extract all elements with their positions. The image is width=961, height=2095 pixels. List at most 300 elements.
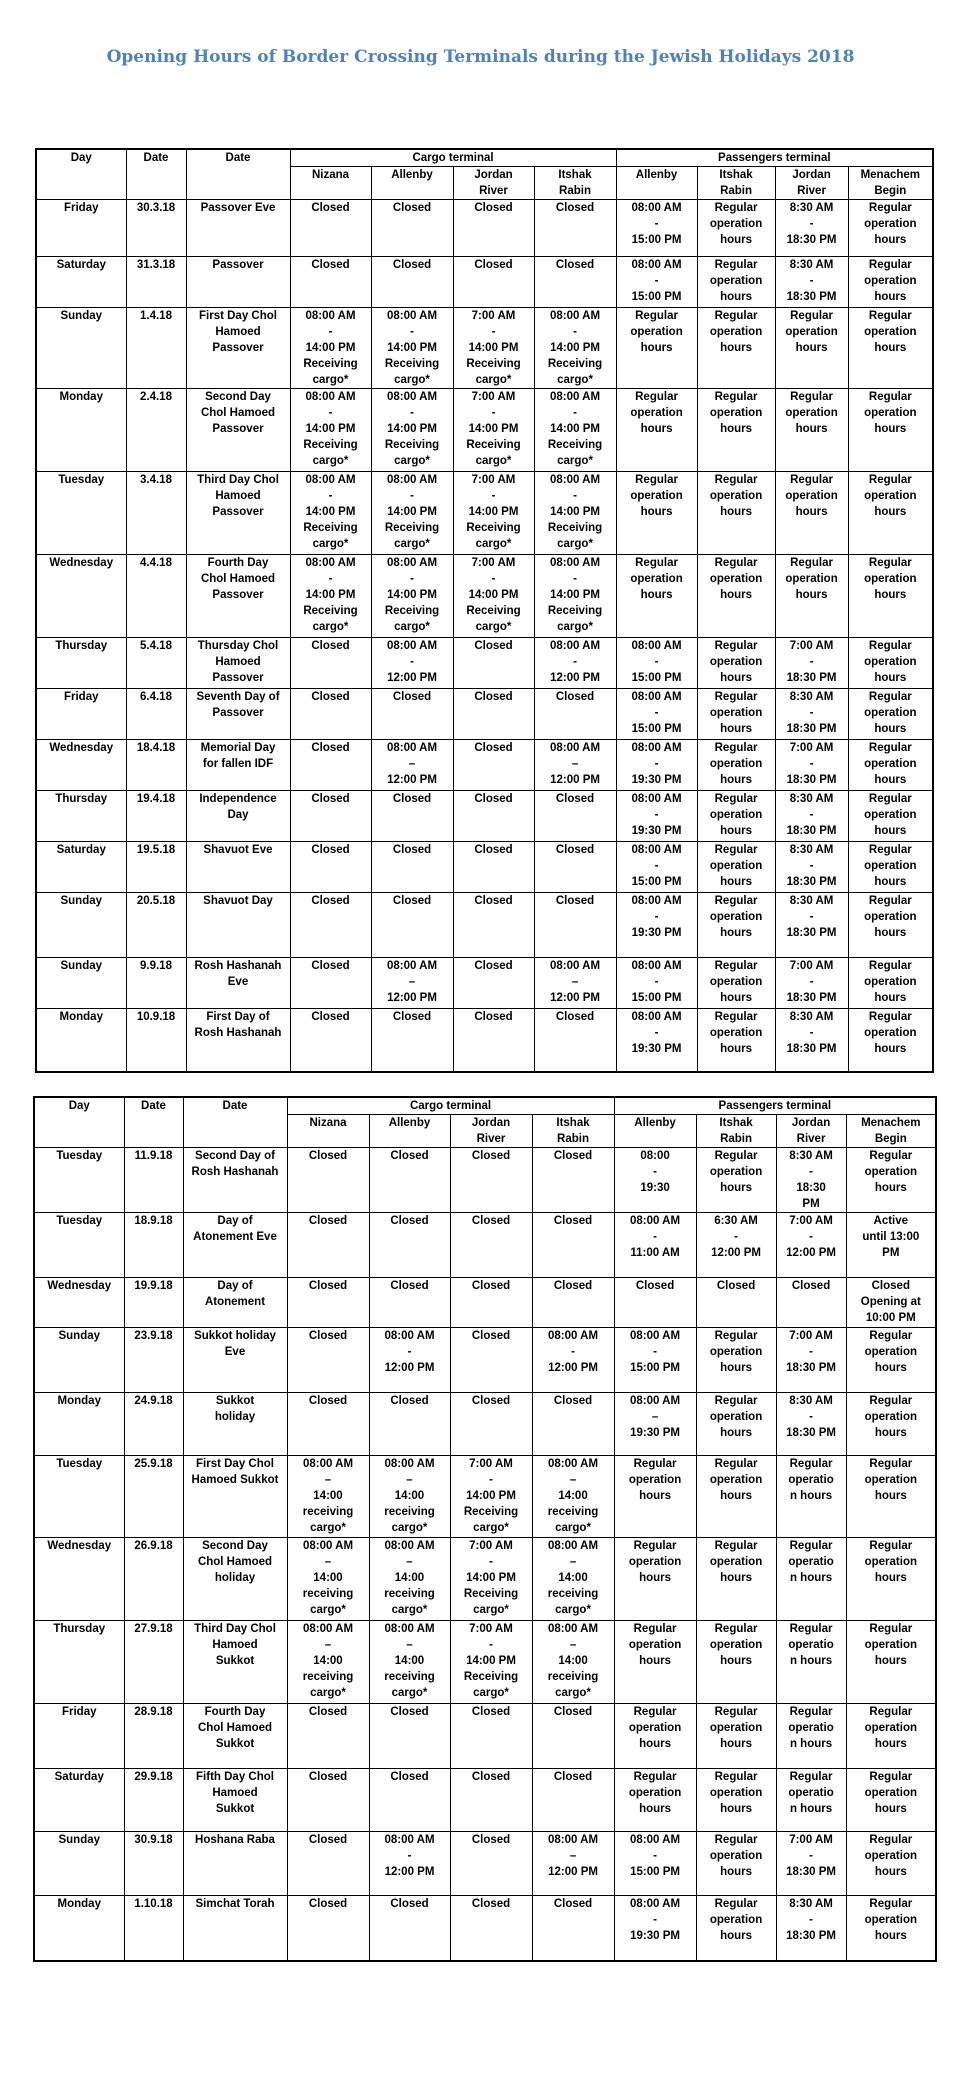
table-cell: Closed <box>287 1213 369 1278</box>
table-cell: Simchat Torah <box>183 1896 287 1962</box>
table-cell: Regular operation hours <box>697 791 775 842</box>
table-cell: Regular operation hours <box>696 1704 776 1769</box>
table-cell: 08:00 AM – 14:00 receiving cargo* <box>532 1538 614 1621</box>
table-cell: 08:00 AM - 12:00 PM <box>534 638 616 689</box>
table-cell: 08:00 AM - 14:00 PM Receiving cargo* <box>371 308 453 389</box>
header-date-name: Date <box>183 1097 287 1148</box>
table-row <box>36 689 933 740</box>
table-cell: 8:30 AM - 18:30 PM <box>775 1009 848 1073</box>
table-cell: Regular operation hours <box>775 472 848 555</box>
table-cell: Regular operatio n hours <box>776 1456 846 1538</box>
table-row <box>36 257 933 308</box>
table-cell: Wednesday <box>36 555 126 638</box>
table-cell: Regular operation hours <box>697 200 775 257</box>
table-cell: Regular operation hours <box>848 257 933 308</box>
header-cargo-col: Itshak Rabin <box>534 167 616 200</box>
table-cell: 08:00 AM - 14:00 PM Receiving cargo* <box>534 555 616 638</box>
table-cell: 1.10.18 <box>124 1896 183 1962</box>
table-cell: Second Day Chol Hamoed Passover <box>186 389 290 472</box>
table-cell: Sukkot holiday <box>183 1393 287 1456</box>
table-cell: 08:00 AM - 15:00 PM <box>614 1832 696 1896</box>
table-cell: 19.4.18 <box>126 791 186 842</box>
table-cell: 25.9.18 <box>124 1456 183 1538</box>
table-cell: 08:00 AM - 14:00 PM Receiving cargo* <box>371 472 453 555</box>
table-cell: Closed <box>450 1896 532 1962</box>
table-cell: 8:30 AM - 18:30 PM <box>775 791 848 842</box>
table-cell: Regular operation hours <box>697 638 775 689</box>
table-cell: Regular operation hours <box>848 472 933 555</box>
table-cell: Closed <box>453 791 534 842</box>
table-cell: Closed <box>450 1769 532 1832</box>
table-cell: Fourth Day Chol Hamoed Passover <box>186 555 290 638</box>
table-cell: 5.4.18 <box>126 638 186 689</box>
header-passengers-terminal: Passengers terminal <box>614 1097 936 1115</box>
table-cell: 18.9.18 <box>124 1213 183 1278</box>
table-cell: Sukkot holiday Eve <box>183 1328 287 1393</box>
table-cell: 7:00 AM - 18:30 PM <box>775 958 848 1009</box>
table-cell: 08:00 AM - 15:00 PM <box>616 842 697 893</box>
table-cell: Closed <box>290 842 371 893</box>
table-cell: Closed <box>534 893 616 958</box>
table-cell: 8:30 AM - 18:30 PM <box>776 1896 846 1962</box>
table-cell: Closed <box>532 1393 614 1456</box>
table-cell: Closed <box>371 200 453 257</box>
table-cell: Tuesday <box>34 1148 124 1213</box>
table-cell: Closed <box>534 257 616 308</box>
table-row <box>34 1704 936 1769</box>
table-cell: Monday <box>36 1009 126 1073</box>
table-cell: Regular operation hours <box>846 1538 936 1621</box>
table-cell: Memorial Day for fallen IDF <box>186 740 290 791</box>
table-cell: Closed <box>369 1769 450 1832</box>
table-cell: Closed <box>532 1896 614 1962</box>
table-cell: 19.5.18 <box>126 842 186 893</box>
table-cell: Closed <box>369 1704 450 1769</box>
table-row <box>36 1009 933 1073</box>
table-row <box>36 472 933 555</box>
table-cell: 6.4.18 <box>126 689 186 740</box>
table-cell: Closed <box>287 1896 369 1962</box>
table-row <box>34 1278 936 1328</box>
table-cell: Sunday <box>36 308 126 389</box>
table-cell: Thursday Chol Hamoed Passover <box>186 638 290 689</box>
table-cell: 08:00 AM – 14:00 receiving cargo* <box>532 1456 614 1538</box>
table-row <box>34 1621 936 1704</box>
table-cell: Closed <box>287 1148 369 1213</box>
table-cell: 27.9.18 <box>124 1621 183 1704</box>
table-cell: Passover Eve <box>186 200 290 257</box>
table-cell: 08:00 AM – 14:00 receiving cargo* <box>287 1621 369 1704</box>
table-cell: Regular operation hours <box>697 689 775 740</box>
table-cell: 6:30 AM - 12:00 PM <box>696 1213 776 1278</box>
table-cell: Closed <box>369 1213 450 1278</box>
table-cell: Regular operation hours <box>848 389 933 472</box>
table-cell: 30.9.18 <box>124 1832 183 1896</box>
table-row <box>36 958 933 1009</box>
table-cell: Regular operation hours <box>846 1896 936 1962</box>
table-cell: 08:00 AM – 12:00 PM <box>371 740 453 791</box>
table-cell: Regular operation hours <box>616 555 697 638</box>
table-cell: Closed <box>287 1769 369 1832</box>
table-cell: Closed <box>369 1393 450 1456</box>
table-cell: Thursday <box>36 638 126 689</box>
table-cell: Regular operation hours <box>848 638 933 689</box>
table-cell: Closed <box>290 740 371 791</box>
table-row <box>34 1213 936 1278</box>
table-cell: Closed <box>290 200 371 257</box>
header-cargo-terminal: Cargo terminal <box>287 1097 614 1115</box>
table-cell: Thursday <box>34 1621 124 1704</box>
table-cell: 08:00 AM - 19:30 PM <box>616 1009 697 1073</box>
table-cell: Closed <box>532 1769 614 1832</box>
table-cell: 08:00 AM - 15:00 PM <box>614 1328 696 1393</box>
header-cargo-col: Allenby <box>371 167 453 200</box>
table-cell: Sunday <box>34 1328 124 1393</box>
table-row <box>34 1896 936 1962</box>
table-cell: Third Day Chol Hamoed Sukkot <box>183 1621 287 1704</box>
table-cell: 23.9.18 <box>124 1328 183 1393</box>
table-cell: Closed <box>453 638 534 689</box>
table-cell: 7:00 AM - 14:00 PM Receiving cargo* <box>450 1538 532 1621</box>
table-cell: Regular operation hours <box>696 1538 776 1621</box>
table-cell: Thursday <box>36 791 126 842</box>
table-row <box>34 1148 936 1213</box>
table-cell: 08:00 AM – 14:00 receiving cargo* <box>287 1538 369 1621</box>
table-cell: 1.4.18 <box>126 308 186 389</box>
table-cell: 08:00 AM - 15:00 PM <box>616 689 697 740</box>
header-cargo-col: Jordan River <box>453 167 534 200</box>
table-cell: 08:00 AM - 19:30 PM <box>616 893 697 958</box>
table-cell: Regular operation hours <box>697 308 775 389</box>
table-cell: Friday <box>36 200 126 257</box>
table-cell: Sunday <box>36 958 126 1009</box>
table-cell: Closed <box>287 1832 369 1896</box>
table-cell: Shavuot Eve <box>186 842 290 893</box>
table-cell: Closed <box>369 1896 450 1962</box>
table-cell: 08:00 AM - 15:00 PM <box>616 200 697 257</box>
table-cell: 7:00 AM - 12:00 PM <box>776 1213 846 1278</box>
table-cell: Closed <box>371 689 453 740</box>
table-cell: 20.5.18 <box>126 893 186 958</box>
table-cell: Closed <box>371 257 453 308</box>
table-cell: Day of Atonement Eve <box>183 1213 287 1278</box>
table-cell: 9.9.18 <box>126 958 186 1009</box>
table-cell: 08:00 AM - 12:00 PM <box>369 1328 450 1393</box>
header-date: Date <box>124 1097 183 1148</box>
table-cell: Regular operation hours <box>697 1009 775 1073</box>
table-cell: Regular operation hours <box>848 893 933 958</box>
table-cell: Regular operation hours <box>614 1456 696 1538</box>
table-cell: 11.9.18 <box>124 1148 183 1213</box>
table-cell: 08:00 AM - 12:00 PM <box>371 638 453 689</box>
table-cell: 26.9.18 <box>124 1538 183 1621</box>
table-cell: 08:00 AM - 14:00 PM Receiving cargo* <box>534 389 616 472</box>
table-cell: Regular operatio n hours <box>776 1769 846 1832</box>
table-cell: Friday <box>34 1704 124 1769</box>
table-cell: Closed <box>453 257 534 308</box>
table-cell: Closed <box>453 740 534 791</box>
table-cell: Closed <box>450 1148 532 1213</box>
header-passenger-col: Allenby <box>614 1115 696 1148</box>
header-passenger-col: Menachem Begin <box>846 1115 936 1148</box>
header-passenger-col: Itshak Rabin <box>697 167 775 200</box>
table-cell: Closed <box>534 791 616 842</box>
table-cell: 08:00 AM - 14:00 PM Receiving cargo* <box>290 308 371 389</box>
table-cell: Closed <box>453 689 534 740</box>
table-cell: Closed <box>532 1278 614 1328</box>
table-cell: Saturday <box>36 842 126 893</box>
table-cell: Regular operation hours <box>697 740 775 791</box>
table-cell: Regular operation hours <box>697 389 775 472</box>
table-cell: 7:00 AM - 18:30 PM <box>775 740 848 791</box>
table-cell: Closed <box>453 200 534 257</box>
table-cell: Regular operation hours <box>696 1393 776 1456</box>
table-cell: 28.9.18 <box>124 1704 183 1769</box>
table-cell: Closed Opening at 10:00 PM <box>846 1278 936 1328</box>
table-cell: Regular operation hours <box>775 389 848 472</box>
header-cargo-col: Nizana <box>287 1115 369 1148</box>
table-cell: Closed <box>371 1009 453 1073</box>
table-cell: 08:00 AM – 14:00 receiving cargo* <box>369 1538 450 1621</box>
table-cell: Sunday <box>34 1832 124 1896</box>
table-cell: 8:30 AM - 18:30 PM <box>775 893 848 958</box>
table-cell: Regular operation hours <box>848 200 933 257</box>
table-cell: Regular operation hours <box>846 1769 936 1832</box>
table-cell: Closed <box>532 1148 614 1213</box>
table-cell: Closed <box>534 842 616 893</box>
table-cell: Regular operatio n hours <box>776 1621 846 1704</box>
table-cell: 08:00 AM - 14:00 PM Receiving cargo* <box>371 555 453 638</box>
header-passenger-col: Itshak Rabin <box>696 1115 776 1148</box>
table-cell: Second Day of Rosh Hashanah <box>183 1148 287 1213</box>
table-cell: 08:00 AM – 14:00 receiving cargo* <box>369 1621 450 1704</box>
table-cell: Closed <box>776 1278 846 1328</box>
table-cell: Closed <box>290 257 371 308</box>
table-cell: 8:30 AM - 18:30 PM <box>775 689 848 740</box>
table-cell: Regular operation hours <box>696 1621 776 1704</box>
table-cell: Tuesday <box>36 472 126 555</box>
table-row <box>34 1456 936 1538</box>
header-cargo-col: Nizana <box>290 167 371 200</box>
page-title: Opening Hours of Border Crossing Terminals during the Jewish Holidays 2018 <box>106 47 855 67</box>
table-cell: 08:00 AM – 12:00 PM <box>371 958 453 1009</box>
table-cell: Regular operation hours <box>848 555 933 638</box>
table-cell: Regular operation hours <box>848 740 933 791</box>
table-cell: Monday <box>36 389 126 472</box>
table-cell: Wednesday <box>34 1538 124 1621</box>
table-cell: Regular operation hours <box>614 1538 696 1621</box>
table-row <box>34 1769 936 1832</box>
table-cell: Regular operation hours <box>846 1832 936 1896</box>
table-cell: Regular operation hours <box>616 308 697 389</box>
table-cell: Closed <box>290 791 371 842</box>
table-cell: 08:00 AM – 12:00 PM <box>534 740 616 791</box>
table-cell: Hoshana Raba <box>183 1832 287 1896</box>
header-passenger-col: Jordan River <box>775 167 848 200</box>
header-passenger-col: Allenby <box>616 167 697 200</box>
table-cell: Regular operatio n hours <box>776 1538 846 1621</box>
table-cell: Regular operation hours <box>614 1621 696 1704</box>
table-cell: Wednesday <box>34 1278 124 1328</box>
table-cell: 08:00 AM - 19:30 PM <box>614 1896 696 1962</box>
table-cell: 08:00 AM - 14:00 PM Receiving cargo* <box>290 472 371 555</box>
table-row <box>36 791 933 842</box>
table-cell: 08:00 AM – 14:00 receiving cargo* <box>369 1456 450 1538</box>
table-cell: Closed <box>453 842 534 893</box>
table-cell: Closed <box>534 200 616 257</box>
table-cell: Closed <box>453 958 534 1009</box>
table-cell: Closed <box>290 1009 371 1073</box>
table-cell: Closed <box>287 1393 369 1456</box>
holiday-table-1 <box>35 148 934 1073</box>
table-cell: Regular operation hours <box>846 1328 936 1393</box>
table-cell: 8:30 AM - 18:30 PM <box>775 842 848 893</box>
table-cell: 7:00 AM - 18:30 PM <box>776 1832 846 1896</box>
table-cell: Closed <box>290 893 371 958</box>
table-cell: 08:00 AM - 15:00 PM <box>616 257 697 308</box>
table-row <box>36 638 933 689</box>
table-cell: Regular operation hours <box>846 1393 936 1456</box>
table-cell: 2.4.18 <box>126 389 186 472</box>
table-cell: 08:00 AM - 14:00 PM Receiving cargo* <box>290 389 371 472</box>
header-passenger-col: Jordan River <box>776 1115 846 1148</box>
table-cell: 7:00 AM - 18:30 PM <box>775 638 848 689</box>
table-cell: 7:00 AM - 14:00 PM Receiving cargo* <box>453 389 534 472</box>
table-cell: First Day of Rosh Hashanah <box>186 1009 290 1073</box>
table-cell: First Day Chol Hamoed Sukkot <box>183 1456 287 1538</box>
table-cell: Shavuot Day <box>186 893 290 958</box>
table-cell: Regular operation hours <box>697 555 775 638</box>
table-cell: 08:00 AM - 14:00 PM Receiving cargo* <box>371 389 453 472</box>
table-cell: Closed <box>450 1328 532 1393</box>
table-cell: Independence Day <box>186 791 290 842</box>
table-row <box>36 893 933 958</box>
table-cell: Closed <box>450 1704 532 1769</box>
table-cell: Tuesday <box>34 1456 124 1538</box>
table-cell: Closed <box>290 689 371 740</box>
header-row <box>36 149 933 167</box>
table-cell: 24.9.18 <box>124 1393 183 1456</box>
table-cell: 08:00 AM - 15:00 PM <box>616 638 697 689</box>
table-row <box>36 389 933 472</box>
table-cell: 08:00 AM – 12:00 PM <box>532 1832 614 1896</box>
table-cell: 4.4.18 <box>126 555 186 638</box>
table-cell: Saturday <box>36 257 126 308</box>
table-cell: 29.9.18 <box>124 1769 183 1832</box>
table-cell: Regular operation hours <box>616 472 697 555</box>
table-cell: Monday <box>34 1393 124 1456</box>
table-cell: 8:30 AM - 18:30 PM <box>775 200 848 257</box>
table-cell: 10.9.18 <box>126 1009 186 1073</box>
table-cell: 08:00 - 19:30 <box>614 1148 696 1213</box>
table-cell: 7:00 AM - 14:00 PM Receiving cargo* <box>453 308 534 389</box>
holiday-table-2 <box>33 1096 937 1962</box>
table-cell: Closed <box>453 1009 534 1073</box>
table-cell: Day of Atonement <box>183 1278 287 1328</box>
header-cargo-col: Allenby <box>369 1115 450 1148</box>
table-cell: Fifth Day Chol Hamoed Sukkot <box>183 1769 287 1832</box>
table-cell: 8:30 AM - 18:30 PM <box>776 1393 846 1456</box>
table-cell: Third Day Chol Hamoed Passover <box>186 472 290 555</box>
table-cell: 18.4.18 <box>126 740 186 791</box>
header-cargo-col: Itshak Rabin <box>532 1115 614 1148</box>
table-cell: Regular operation hours <box>848 958 933 1009</box>
table-cell: Regular operation hours <box>696 1832 776 1896</box>
table-cell: Saturday <box>34 1769 124 1832</box>
table-cell: Regular operation hours <box>848 1009 933 1073</box>
table-cell: 31.3.18 <box>126 257 186 308</box>
table-cell: 08:00 AM - 14:00 PM Receiving cargo* <box>534 308 616 389</box>
table-cell: Closed <box>534 689 616 740</box>
table-cell: Regular operation hours <box>697 257 775 308</box>
table-cell: Closed <box>290 638 371 689</box>
table-cell: 08:00 AM – 14:00 receiving cargo* <box>532 1621 614 1704</box>
table-cell: Passover <box>186 257 290 308</box>
table-cell: 7:00 AM - 14:00 PM Receiving cargo* <box>453 555 534 638</box>
table-cell: Closed <box>696 1278 776 1328</box>
table-cell: Closed <box>290 958 371 1009</box>
table-cell: Regular operation hours <box>696 1148 776 1213</box>
table-cell: Closed <box>287 1704 369 1769</box>
table-cell: Closed <box>369 1148 450 1213</box>
table-cell: 08:00 AM - 19:30 PM <box>616 791 697 842</box>
table-cell: 7:00 AM - 14:00 PM Receiving cargo* <box>450 1621 532 1704</box>
table-cell: 8:30 AM - 18:30 PM <box>776 1148 846 1213</box>
table-cell: Regular operation hours <box>697 893 775 958</box>
header-date-name: Date <box>186 149 290 200</box>
table-cell: Regular operation hours <box>846 1456 936 1538</box>
table-cell: 08:00 AM - 12:00 PM <box>369 1832 450 1896</box>
header-passenger-col: Menachem Begin <box>848 167 933 200</box>
table-cell: 7:00 AM - 18:30 PM <box>776 1328 846 1393</box>
table-cell: 08:00 AM – 14:00 receiving cargo* <box>287 1456 369 1538</box>
table-cell: Tuesday <box>34 1213 124 1278</box>
header-cargo-terminal: Cargo terminal <box>290 149 616 167</box>
header-cargo-col: Jordan River <box>450 1115 532 1148</box>
table-cell: Regular operation hours <box>616 389 697 472</box>
table-cell: Regular operation hours <box>696 1896 776 1962</box>
table-cell: Closed <box>371 791 453 842</box>
table-row <box>36 740 933 791</box>
table-cell: First Day Chol Hamoed Passover <box>186 308 290 389</box>
table-cell: Regular operation hours <box>696 1456 776 1538</box>
header-date: Date <box>126 149 186 200</box>
table-cell: 30.3.18 <box>126 200 186 257</box>
header-passengers-terminal: Passengers terminal <box>616 149 933 167</box>
table-row <box>34 1832 936 1896</box>
table-cell: Closed <box>532 1213 614 1278</box>
table-cell: Closed <box>287 1278 369 1328</box>
table-cell: 08:00 AM – 19:30 PM <box>614 1393 696 1456</box>
table-cell: Closed <box>450 1213 532 1278</box>
table-cell: Regular operation hours <box>848 308 933 389</box>
table-cell: Regular operation hours <box>614 1704 696 1769</box>
table-cell: Closed <box>371 842 453 893</box>
table-cell: Closed <box>614 1278 696 1328</box>
table-cell: 3.4.18 <box>126 472 186 555</box>
header-day: Day <box>36 149 126 200</box>
table-cell: 8:30 AM - 18:30 PM <box>775 257 848 308</box>
table-row <box>34 1538 936 1621</box>
table-cell: Regular operation hours <box>614 1769 696 1832</box>
table-cell: Closed <box>450 1278 532 1328</box>
table-cell: Closed <box>453 893 534 958</box>
table-cell: 08:00 AM - 19:30 PM <box>616 740 697 791</box>
table-cell: Fourth Day Chol Hamoed Sukkot <box>183 1704 287 1769</box>
table-row <box>36 842 933 893</box>
table-cell: 08:00 AM – 12:00 PM <box>534 958 616 1009</box>
table-cell: Closed <box>287 1328 369 1393</box>
